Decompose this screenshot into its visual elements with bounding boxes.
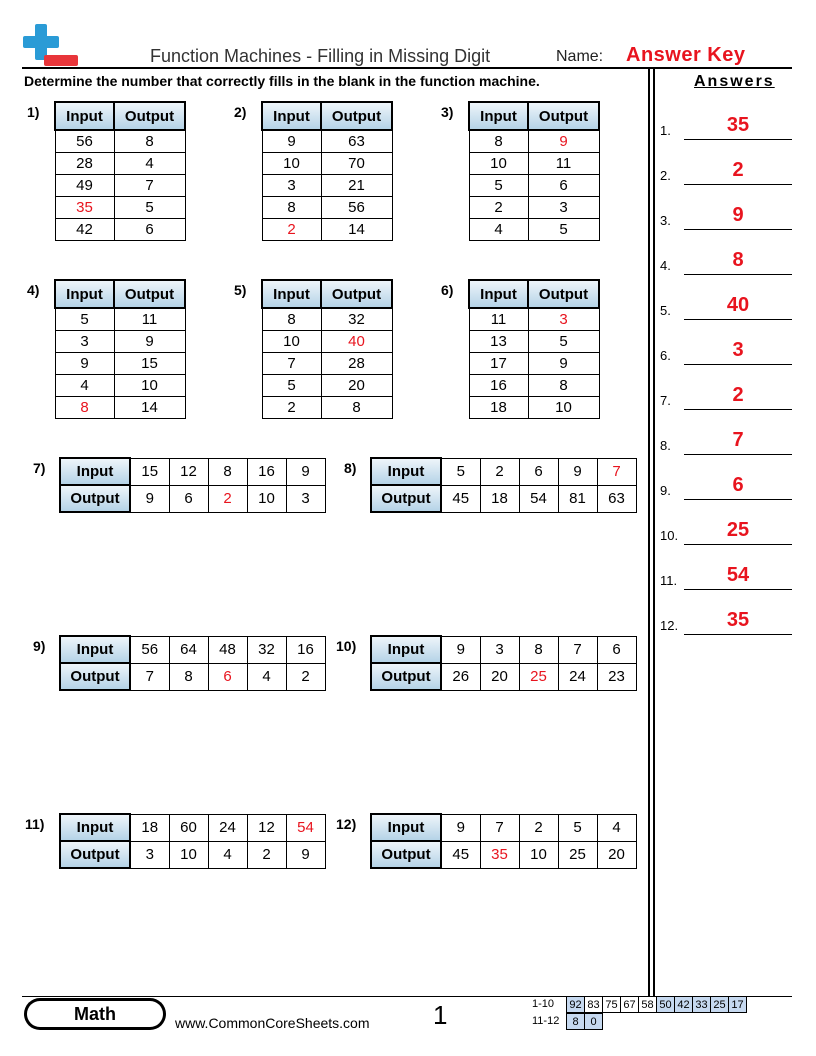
answer-row: [660, 245, 792, 275]
output-cell: 4: [247, 663, 286, 690]
function-table: [370, 813, 637, 869]
input-row: [371, 814, 636, 841]
input-cell: 56: [55, 130, 114, 152]
input-cell: 64: [169, 636, 208, 663]
input-cell: 13: [469, 330, 528, 352]
input-cell: 4: [469, 218, 528, 240]
function-table: [59, 635, 326, 691]
output-cell: 26: [441, 663, 480, 690]
score-cell: 92: [567, 997, 585, 1013]
output-cell: 54: [519, 485, 558, 512]
input-cell: 2: [519, 814, 558, 841]
answer-key-label: Answer Key: [626, 44, 746, 66]
problem-number: 5): [234, 282, 247, 298]
answer-blank-line: [684, 274, 792, 275]
input-cell: 60: [169, 814, 208, 841]
input-cell: 10: [469, 152, 528, 174]
input-cell: 8: [208, 458, 247, 485]
input-cell: 9: [558, 458, 597, 485]
input-cell: 9: [441, 814, 480, 841]
answer-number: 5.: [660, 303, 671, 318]
output-cell: 8: [169, 663, 208, 690]
answer-row: [660, 425, 792, 455]
answer-row: [660, 560, 792, 590]
output-header: Output: [371, 663, 441, 690]
table-row: [262, 308, 392, 330]
table-header-row: [55, 102, 185, 130]
output-cell: 8: [528, 374, 599, 396]
output-row: [60, 485, 325, 512]
output-header: Output: [321, 280, 392, 308]
table-row: [262, 130, 392, 152]
output-header: Output: [60, 663, 130, 690]
output-cell: 9: [114, 330, 185, 352]
input-cell: 5: [55, 308, 114, 330]
answer-number: 8.: [660, 438, 671, 453]
output-cell: 14: [321, 218, 392, 240]
input-row: [371, 636, 636, 663]
answer-value: 40: [726, 294, 750, 316]
output-cell: 56: [321, 196, 392, 218]
input-cell: 54: [286, 814, 325, 841]
input-cell: 7: [262, 352, 321, 374]
output-header: Output: [371, 485, 441, 512]
input-cell: 8: [519, 636, 558, 663]
input-cell: 5: [262, 374, 321, 396]
answer-blank-line: [684, 499, 792, 500]
score-cell: 58: [639, 997, 657, 1013]
column-divider: [653, 67, 655, 996]
input-header: Input: [60, 636, 130, 663]
answer-value: 35: [726, 114, 750, 136]
input-cell: 8: [469, 130, 528, 152]
problem-number: 4): [27, 282, 40, 298]
input-row: [371, 458, 636, 485]
function-table: [261, 279, 393, 419]
answer-blank-line: [684, 454, 792, 455]
table-row: [469, 218, 599, 240]
input-cell: 35: [55, 196, 114, 218]
input-cell: 7: [480, 814, 519, 841]
input-header: Input: [371, 814, 441, 841]
output-cell: 9: [528, 352, 599, 374]
output-cell: 45: [441, 485, 480, 512]
header-divider: [22, 67, 792, 69]
output-cell: 14: [114, 396, 185, 418]
input-cell: 2: [480, 458, 519, 485]
subject-label: Math: [27, 1001, 163, 1027]
answer-blank-line: [684, 364, 792, 365]
output-cell: 7: [114, 174, 185, 196]
input-cell: 10: [262, 152, 321, 174]
answer-blank-line: [684, 229, 792, 230]
output-cell: 10: [114, 374, 185, 396]
input-cell: 48: [208, 636, 247, 663]
score-row-cells: [567, 1014, 603, 1030]
score-cell: 75: [603, 997, 621, 1013]
instructions: Determine the number that correctly fills in the blank in the function machine.: [24, 73, 540, 89]
plus-minus-icon: [22, 24, 78, 68]
answer-blank-line: [684, 319, 792, 320]
input-row: [60, 636, 325, 663]
output-cell: 4: [208, 841, 247, 868]
input-cell: 16: [286, 636, 325, 663]
answer-number: 11.: [660, 573, 678, 588]
output-cell: 23: [597, 663, 636, 690]
input-cell: 7: [558, 636, 597, 663]
table-row: [55, 218, 185, 240]
answer-value: 7: [732, 429, 744, 451]
table-row: [469, 374, 599, 396]
output-cell: 6: [169, 485, 208, 512]
input-cell: 3: [262, 174, 321, 196]
function-table: [59, 457, 326, 513]
input-cell: 18: [130, 814, 169, 841]
input-cell: 8: [262, 308, 321, 330]
input-cell: 9: [55, 352, 114, 374]
table-row: [55, 396, 185, 418]
input-cell: 7: [597, 458, 636, 485]
input-cell: 3: [480, 636, 519, 663]
output-header: Output: [528, 102, 599, 130]
answer-value: 25: [726, 519, 750, 541]
output-cell: 15: [114, 352, 185, 374]
name-label: Name:: [556, 48, 604, 65]
output-cell: 81: [558, 485, 597, 512]
table-row: [262, 174, 392, 196]
table-row: [469, 130, 599, 152]
input-row: [60, 814, 325, 841]
answer-blank-line: [684, 409, 792, 410]
output-cell: 11: [114, 308, 185, 330]
output-cell: 3: [528, 308, 599, 330]
table-header-row: [55, 280, 185, 308]
table-row: [469, 330, 599, 352]
answer-number: 4.: [660, 258, 671, 273]
score-cell: 8: [567, 1014, 585, 1030]
input-cell: 16: [247, 458, 286, 485]
score-row-label: 1-10: [532, 998, 555, 1010]
table-row: [55, 152, 185, 174]
input-cell: 9: [286, 458, 325, 485]
table-row: [55, 130, 185, 152]
score-cell: 83: [585, 997, 603, 1013]
input-header: Input: [371, 458, 441, 485]
input-cell: 5: [469, 174, 528, 196]
table-row: [469, 196, 599, 218]
table-row: [262, 352, 392, 374]
answer-value: 6: [732, 474, 744, 496]
table-row: [262, 218, 392, 240]
output-cell: 25: [558, 841, 597, 868]
answer-number: 3.: [660, 213, 671, 228]
score-row-label: 11-12: [532, 1015, 560, 1027]
answer-value: 54: [726, 564, 750, 586]
output-cell: 20: [597, 841, 636, 868]
output-header: Output: [114, 280, 185, 308]
answer-blank-line: [684, 634, 792, 635]
output-cell: 2: [208, 485, 247, 512]
problem-number: 1): [27, 104, 40, 120]
table-row: [55, 330, 185, 352]
answer-row: [660, 380, 792, 410]
output-cell: 3: [286, 485, 325, 512]
answer-number: 12.: [660, 618, 679, 633]
output-cell: 8: [321, 396, 392, 418]
table-header-row: [469, 102, 599, 130]
table-row: [55, 352, 185, 374]
output-cell: 9: [286, 841, 325, 868]
answer-blank-line: [684, 139, 792, 140]
problem-number: 11): [25, 816, 45, 832]
input-header: Input: [469, 102, 528, 130]
score-cell: 0: [585, 1014, 603, 1030]
table-header-row: [469, 280, 599, 308]
subject-badge: [24, 998, 166, 1030]
table-row: [55, 308, 185, 330]
input-cell: 6: [519, 458, 558, 485]
output-cell: 6: [208, 663, 247, 690]
input-cell: 17: [469, 352, 528, 374]
score-cell: 17: [729, 997, 747, 1013]
output-cell: 10: [528, 396, 599, 418]
input-cell: 2: [262, 396, 321, 418]
input-cell: 6: [597, 636, 636, 663]
output-header: Output: [528, 280, 599, 308]
input-cell: 2: [262, 218, 321, 240]
input-cell: 32: [247, 636, 286, 663]
output-header: Output: [114, 102, 185, 130]
output-cell: 11: [528, 152, 599, 174]
output-cell: 10: [169, 841, 208, 868]
input-cell: 2: [469, 196, 528, 218]
answer-number: 10.: [660, 528, 679, 543]
table-row: [55, 196, 185, 218]
input-cell: 12: [247, 814, 286, 841]
output-cell: 63: [597, 485, 636, 512]
score-cell: 33: [693, 997, 711, 1013]
input-cell: 16: [469, 374, 528, 396]
output-cell: 3: [130, 841, 169, 868]
input-cell: 10: [262, 330, 321, 352]
table-header-row: [262, 102, 392, 130]
answers-heading: Answers: [694, 73, 775, 90]
output-cell: 24: [558, 663, 597, 690]
output-cell: 21: [321, 174, 392, 196]
answer-number: 2.: [660, 168, 671, 183]
score-cell: 42: [675, 997, 693, 1013]
input-row: [60, 458, 325, 485]
output-header: Output: [60, 841, 130, 868]
function-table: [468, 101, 600, 241]
output-cell: 9: [528, 130, 599, 152]
problem-number: 12): [336, 816, 357, 832]
output-cell: 5: [114, 196, 185, 218]
answer-row: [660, 335, 792, 365]
problem-number: 3): [441, 104, 454, 120]
page-number: 1: [433, 1000, 448, 1030]
input-cell: 8: [262, 196, 321, 218]
problem-number: 10): [336, 638, 357, 654]
table-row: [469, 308, 599, 330]
column-divider: [648, 67, 650, 996]
table-row: [469, 174, 599, 196]
score-cell: 67: [621, 997, 639, 1013]
input-header: Input: [55, 102, 114, 130]
output-cell: 6: [114, 218, 185, 240]
score-cell: 50: [657, 997, 675, 1013]
input-header: Input: [469, 280, 528, 308]
input-cell: 56: [130, 636, 169, 663]
answer-number: 6.: [660, 348, 671, 363]
function-table: [59, 813, 326, 869]
table-row: [262, 374, 392, 396]
input-header: Input: [262, 280, 321, 308]
table-row: [262, 396, 392, 418]
table-row: [262, 196, 392, 218]
answer-value: 8: [732, 249, 744, 271]
output-cell: 45: [441, 841, 480, 868]
answer-row: [660, 155, 792, 185]
output-cell: 5: [528, 218, 599, 240]
answer-row: [660, 605, 792, 635]
answer-number: 9.: [660, 483, 671, 498]
output-cell: 5: [528, 330, 599, 352]
table-row: [262, 330, 392, 352]
output-row: [371, 841, 636, 868]
output-row: [60, 663, 325, 690]
table-row: [55, 174, 185, 196]
problem-number: 8): [344, 460, 357, 476]
answer-blank-line: [684, 544, 792, 545]
output-cell: 4: [114, 152, 185, 174]
input-cell: 24: [208, 814, 247, 841]
function-table: [370, 457, 637, 513]
output-cell: 8: [114, 130, 185, 152]
output-row: [371, 663, 636, 690]
output-cell: 28: [321, 352, 392, 374]
output-cell: 3: [528, 196, 599, 218]
function-table: [54, 279, 186, 419]
output-header: Output: [371, 841, 441, 868]
input-cell: 28: [55, 152, 114, 174]
problem-number: 7): [33, 460, 46, 476]
output-cell: 2: [286, 663, 325, 690]
output-cell: 35: [480, 841, 519, 868]
output-cell: 18: [480, 485, 519, 512]
answer-value: 3: [732, 339, 744, 361]
input-header: Input: [55, 280, 114, 308]
output-cell: 10: [519, 841, 558, 868]
table-row: [469, 152, 599, 174]
output-cell: 40: [321, 330, 392, 352]
input-cell: 5: [441, 458, 480, 485]
output-cell: 10: [247, 485, 286, 512]
input-cell: 8: [55, 396, 114, 418]
answer-blank-line: [684, 184, 792, 185]
answer-value: 2: [732, 384, 744, 406]
table-row: [262, 152, 392, 174]
problem-number: 6): [441, 282, 454, 298]
answer-number: 1.: [660, 123, 671, 138]
output-cell: 6: [528, 174, 599, 196]
function-table: [468, 279, 600, 419]
score-row: [566, 996, 747, 1013]
function-table: [370, 635, 637, 691]
output-cell: 70: [321, 152, 392, 174]
input-cell: 42: [55, 218, 114, 240]
answer-blank-line: [684, 589, 792, 590]
input-cell: 18: [469, 396, 528, 418]
answer-row: [660, 200, 792, 230]
problem-number: 9): [33, 638, 46, 654]
table-row: [55, 374, 185, 396]
input-cell: 4: [597, 814, 636, 841]
input-cell: 5: [558, 814, 597, 841]
output-cell: 32: [321, 308, 392, 330]
input-cell: 9: [441, 636, 480, 663]
output-cell: 7: [130, 663, 169, 690]
function-table: [261, 101, 393, 241]
output-cell: 25: [519, 663, 558, 690]
output-cell: 9: [130, 485, 169, 512]
output-cell: 63: [321, 130, 392, 152]
function-table: [54, 101, 186, 241]
answer-value: 2: [732, 159, 744, 181]
input-cell: 12: [169, 458, 208, 485]
input-header: Input: [60, 814, 130, 841]
input-header: Input: [262, 102, 321, 130]
score-row-cells: [567, 997, 747, 1013]
input-cell: 11: [469, 308, 528, 330]
score-cell: 25: [711, 997, 729, 1013]
output-row: [60, 841, 325, 868]
output-cell: 20: [321, 374, 392, 396]
input-header: Input: [371, 636, 441, 663]
answer-row: [660, 470, 792, 500]
output-header: Output: [60, 485, 130, 512]
table-row: [469, 352, 599, 374]
website-link[interactable]: www.CommonCoreSheets.com: [175, 1015, 370, 1031]
answer-value: 35: [726, 609, 750, 631]
output-cell: 20: [480, 663, 519, 690]
input-cell: 3: [55, 330, 114, 352]
table-header-row: [262, 280, 392, 308]
input-cell: 49: [55, 174, 114, 196]
problem-number: 2): [234, 104, 247, 120]
input-header: Input: [60, 458, 130, 485]
score-row: [566, 1013, 603, 1030]
answer-number: 7.: [660, 393, 671, 408]
answer-row: [660, 110, 792, 140]
input-cell: 9: [262, 130, 321, 152]
answer-row: [660, 290, 792, 320]
answer-value: 9: [732, 204, 744, 226]
page-title: Function Machines - Filling in Missing Digit: [150, 46, 491, 66]
output-cell: 2: [247, 841, 286, 868]
output-row: [371, 485, 636, 512]
table-row: [469, 396, 599, 418]
output-header: Output: [321, 102, 392, 130]
answer-row: [660, 515, 792, 545]
input-cell: 15: [130, 458, 169, 485]
input-cell: 4: [55, 374, 114, 396]
